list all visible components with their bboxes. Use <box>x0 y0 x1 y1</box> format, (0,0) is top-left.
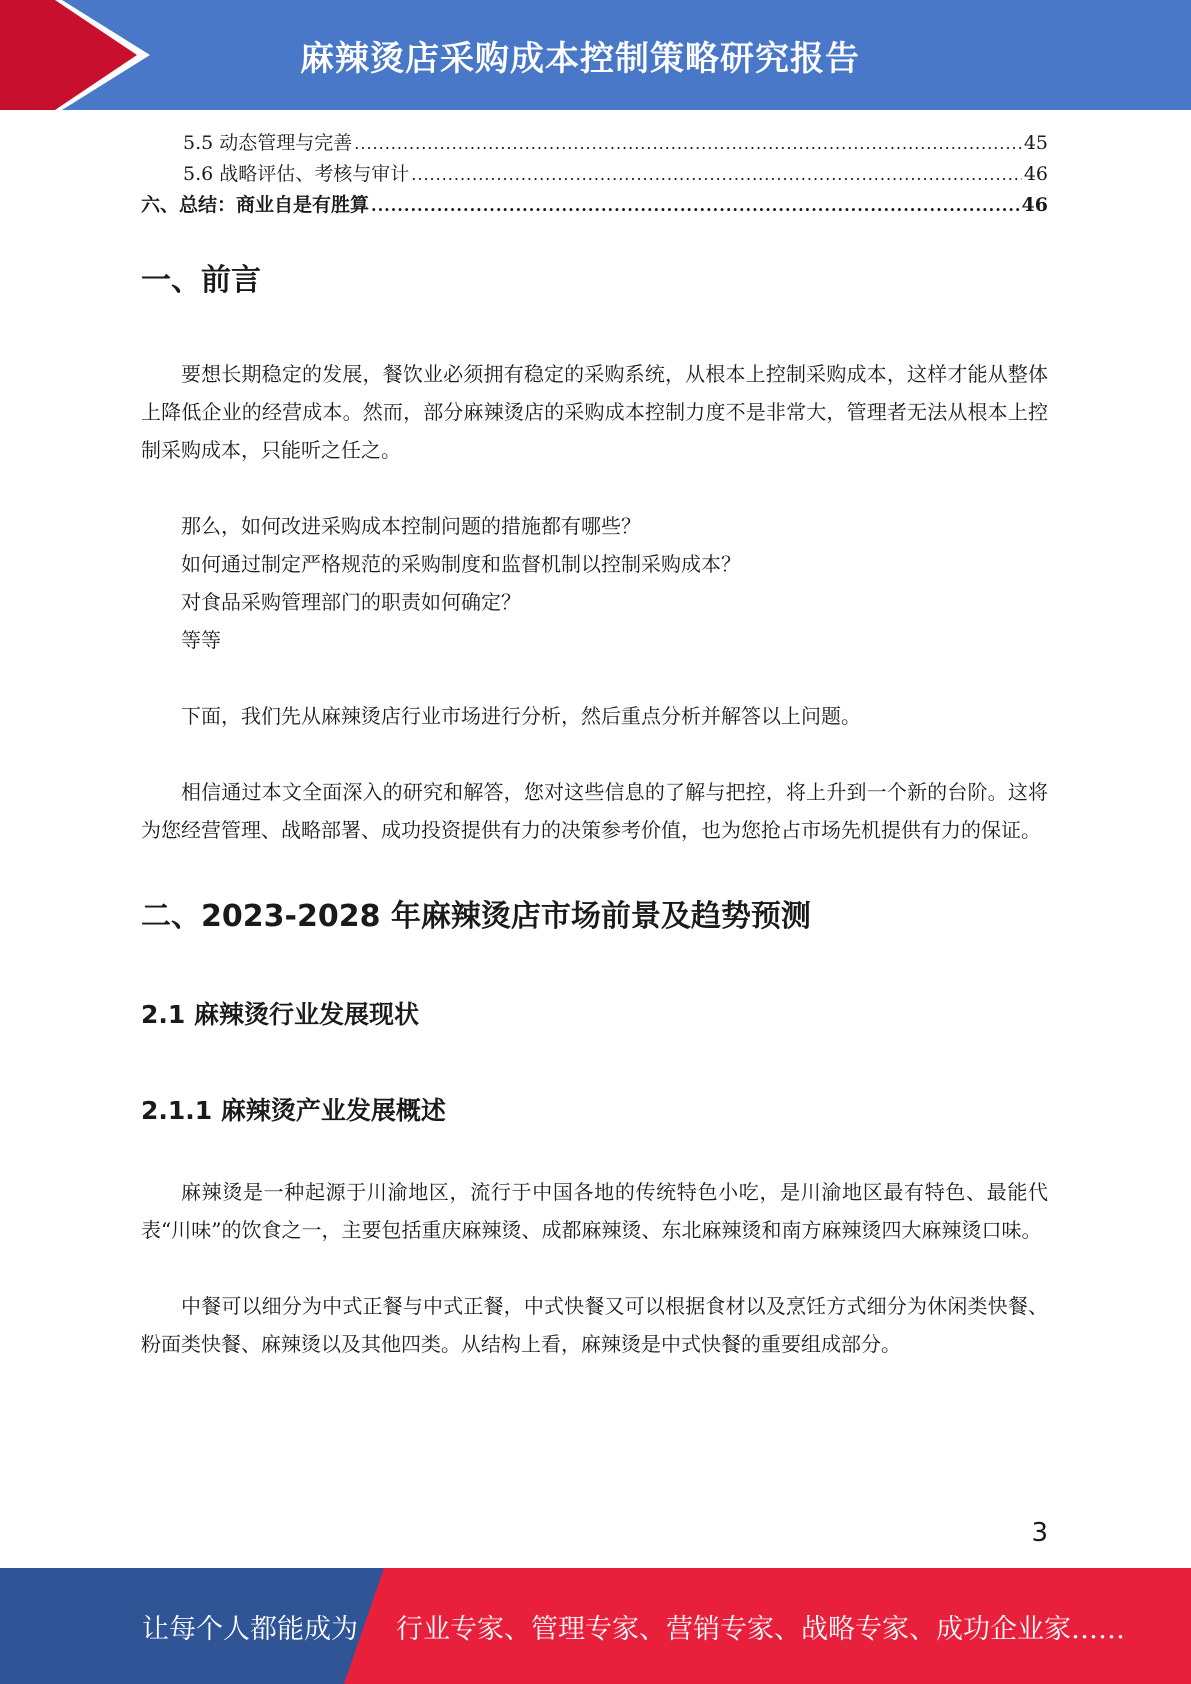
toc-entry[interactable] <box>141 159 1048 190</box>
toc-entry-page: 45 <box>1023 132 1048 154</box>
question-line: 对食品采购管理部门的职责如何确定？ <box>181 590 521 614</box>
report-title: 麻辣烫店采购成本控制策略研究报告 <box>300 38 860 79</box>
toc-entry[interactable] <box>141 190 1048 221</box>
toc-leader-dots <box>371 196 1020 215</box>
toc-leader-dots <box>411 165 1022 184</box>
table-of-contents <box>141 128 1048 221</box>
paragraph: 麻辣烫是一种起源于川渝地区，流行于中国各地的传统特色小吃，是川渝地区最有特色、最能代表“川味”的饮食之一，主要包括重庆麻辣烫、成都麻辣烫、东北麻辣烫和南方麻辣烫四大麻辣烫口味。 <box>141 1180 1048 1242</box>
toc-entry-page: 46 <box>1021 194 1048 216</box>
subsection-heading: 2.1 麻辣烫行业发展现状 <box>141 1000 419 1029</box>
toc-entry-title: 六、总结：商业自是有胜算 <box>141 194 370 216</box>
footer-slogan-left: 让每个人都能成为 <box>142 1613 358 1645</box>
footer-slogan-right: 行业专家、管理专家、营销专家、战略专家、成功企业家…… <box>396 1613 1125 1645</box>
toc-entry-title: 5.6 战略评估、考核与审计 <box>183 163 410 185</box>
subsubsection-heading: 2.1.1 麻辣烫产业发展概述 <box>141 1096 446 1125</box>
question-line: 等等 <box>181 628 221 652</box>
paragraph: 中餐可以细分为中式正餐与中式正餐，中式快餐又可以根据食材以及烹饪方式细分为休闲类快餐、粉面类快餐、麻辣烫以及其他四类。从结构上看，麻辣烫是中式快餐的重要组成部分。 <box>141 1294 1048 1356</box>
header-chevron-decoration <box>0 0 160 110</box>
section-heading-preface: 一、前言 <box>141 263 261 298</box>
toc-leader-dots <box>354 134 1022 153</box>
paragraph: 下面，我们先从麻辣烫店行业市场进行分析，然后重点分析并解答以上问题。 <box>181 704 861 728</box>
section-heading-market-outlook: 二、2023-2028 年麻辣烫店市场前景及趋势预测 <box>141 899 811 934</box>
toc-entry-page: 46 <box>1023 163 1048 185</box>
main-content <box>141 255 1048 1363</box>
page-number: 3 <box>1031 1518 1048 1548</box>
page-footer <box>0 1568 1191 1684</box>
paragraph: 要想长期稳定的发展，餐饮业必须拥有稳定的采购系统，从根本上控制采购成本，这样才能从整体上降低企业的经营成本。然而，部分麻辣烫店的采购成本控制力度不是非常大，管理者无法从根本上控制采购成本，只能听之任之。 <box>141 362 1048 462</box>
page-header <box>0 0 1191 110</box>
toc-entry-title: 5.5 动态管理与完善 <box>183 132 353 154</box>
toc-entry[interactable] <box>141 128 1048 159</box>
paragraph: 相信通过本文全面深入的研究和解答，您对这些信息的了解与把控，将上升到一个新的台阶。这将为您经营管理、战略部署、成功投资提供有力的决策参考价值，也为您抢占市场先机提供有力的保证。 <box>141 780 1048 842</box>
question-line: 如何通过制定严格规范的采购制度和监督机制以控制采购成本？ <box>181 552 741 576</box>
question-line: 那么，如何改进采购成本控制问题的措施都有哪些？ <box>181 514 641 538</box>
